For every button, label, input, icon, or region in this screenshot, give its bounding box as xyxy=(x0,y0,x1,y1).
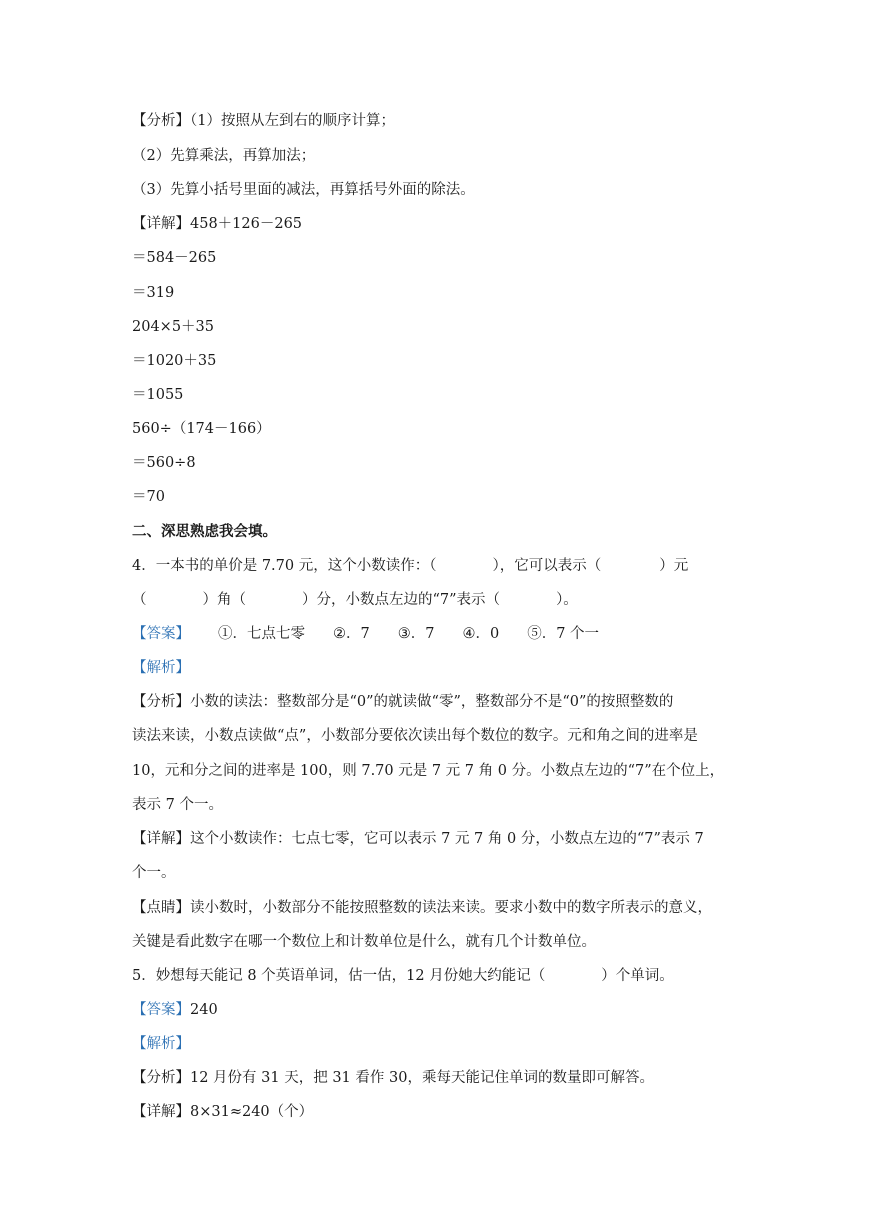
detail-line-7: 560÷（174－166） xyxy=(132,421,271,437)
q4-answer-4: ④．0 xyxy=(462,626,500,642)
q4-tip-2: 关键是看此数字在哪一个数位上和计数单位是什么，就有几个计数单位。 xyxy=(132,934,596,950)
q4-analysis-2: 读法来读，小数点读做“点”，小数部分要依次读出每个数位的数字。元和角之间的进率是 xyxy=(132,728,698,744)
q4-jiexi-label: 【解析】 xyxy=(132,660,190,676)
q4-text-1a: 4．一本书的单价是 7.70 元，这个小数读作：（ xyxy=(132,558,437,574)
q4-analysis-4: 表示 7 个一。 xyxy=(132,797,223,813)
q5-answer-line xyxy=(132,1000,737,1020)
q4-answer-5: ⑤．7 个一 xyxy=(527,626,600,642)
q4-answer-3: ③．7 xyxy=(397,626,435,642)
detail-line-2: ＝584－265 xyxy=(132,250,217,266)
detail-line-6: ＝1055 xyxy=(132,387,184,403)
q5-line-1 xyxy=(132,966,737,986)
q4-answer-2: ②．7 xyxy=(333,626,370,642)
analysis-line-1: 【分析】（1）按照从左到右的顺序计算； xyxy=(132,113,395,129)
q4-text-2c: ）分，小数点左边的“7”表示（ xyxy=(302,592,501,608)
q4-answer-label: 【答案】 xyxy=(132,626,190,642)
analysis-line-2: （2）先算乘法，再算加法； xyxy=(132,148,316,164)
section-title: 二、深思熟虑我会填。 xyxy=(132,523,277,540)
detail-line-3: ＝319 xyxy=(132,285,175,301)
q4-text-2b: ）角（ xyxy=(202,592,246,608)
q5-answer-label: 【答案】 xyxy=(132,1002,190,1018)
q4-line-2 xyxy=(132,590,737,610)
q5-jiexi-label: 【解析】 xyxy=(132,1036,190,1052)
detail-line-9: ＝70 xyxy=(132,489,165,505)
detail-line-1: 【详解】458＋126－265 xyxy=(132,216,303,232)
q4-answer-1: ①．七点七零 xyxy=(218,626,305,642)
q5-text-1a: 5．妙想每天能记 8 个英语单词，估一估，12 月份她大约能记（ xyxy=(132,968,546,984)
q5-text-1b: ）个单词。 xyxy=(601,968,674,984)
q4-detail-1: 【详解】这个小数读作：七点七零，它可以表示 7 元 7 角 0 分，小数点左边的“7”表示 7 xyxy=(132,831,704,847)
q5-detail: 【详解】8×31≈240（个） xyxy=(132,1104,314,1120)
q4-line-1 xyxy=(132,556,737,576)
q4-analysis-3: 10，元和分之间的进率是 100，则 7.70 元是 7 元 7 角 0 分。小数点左边的“7”在个位上， xyxy=(132,763,725,779)
q4-analysis-1: 【分析】小数的读法：整数部分是“0”的就读做“零”，整数部分不是“0”的按照整数的 xyxy=(132,694,674,710)
detail-line-4: 204×5＋35 xyxy=(132,319,215,335)
q5-analysis: 【分析】12 月份有 31 天，把 31 看作 30，乘每天能记住单词的数量即可解答。 xyxy=(132,1070,654,1086)
q4-detail-2: 个一。 xyxy=(132,865,176,881)
q4-text-1b: ），它可以表示（ xyxy=(492,558,602,574)
q4-text-1c: ）元 xyxy=(659,558,689,574)
q4-tip-1: 【点睛】读小数时，小数部分不能按照整数的读法来读。要求小数中的数字所表示的意义， xyxy=(132,900,712,916)
detail-line-5: ＝1020＋35 xyxy=(132,353,217,369)
detail-line-8: ＝560÷8 xyxy=(132,455,196,471)
q5-answer: 240 xyxy=(190,1002,218,1018)
q4-text-2d: ）。 xyxy=(556,592,578,608)
analysis-line-3: （3）先算小括号里面的减法，再算括号外面的除法。 xyxy=(132,182,475,198)
q4-text-2a: （ xyxy=(132,592,147,608)
q4-answer-line xyxy=(132,624,737,644)
